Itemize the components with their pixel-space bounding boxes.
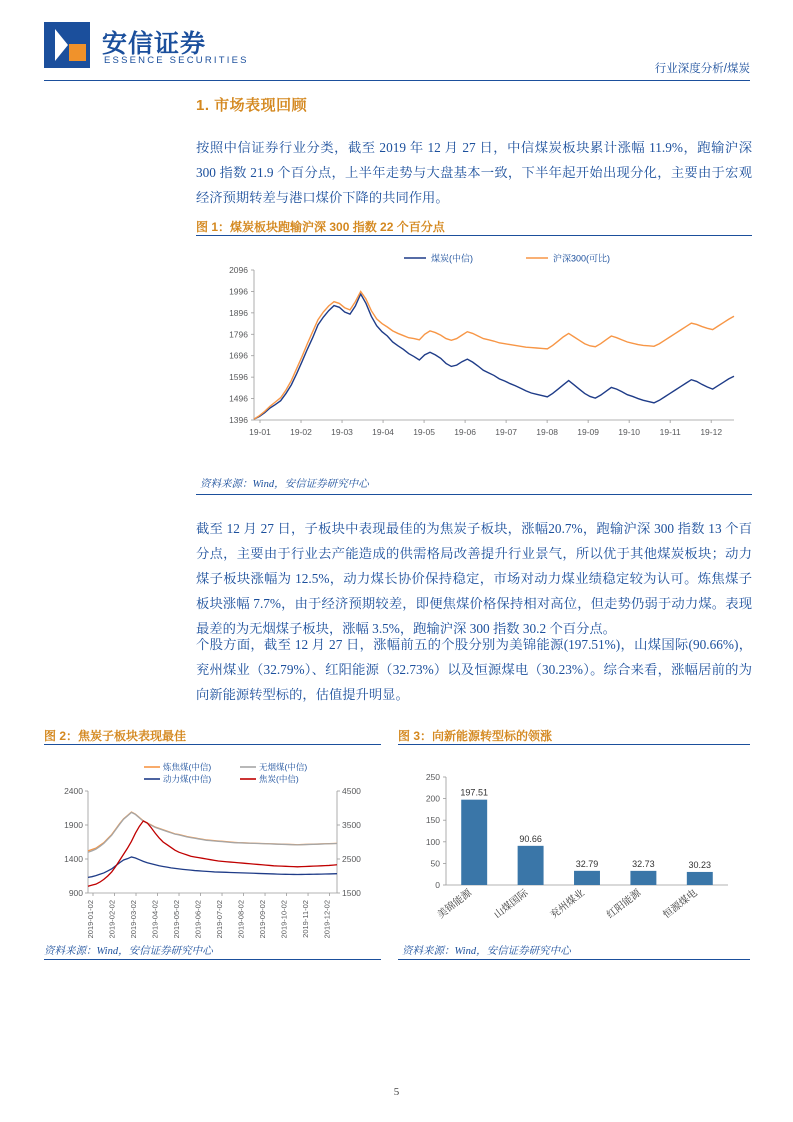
svg-text:19-06: 19-06 bbox=[454, 427, 476, 437]
svg-text:沪深300(可比): 沪深300(可比) bbox=[553, 253, 611, 264]
figure2-caption-text: 焦炭子板块表现最佳 bbox=[78, 729, 187, 743]
logo-text-en: ESSENCE SECURITIES bbox=[104, 55, 249, 66]
page-title: 1. 市场表现回顾 bbox=[196, 97, 308, 114]
svg-text:19-04: 19-04 bbox=[372, 427, 394, 437]
svg-text:无烟煤(中信): 无烟煤(中信) bbox=[259, 762, 308, 773]
svg-text:197.51: 197.51 bbox=[460, 787, 488, 798]
svg-text:2019-02-02: 2019-02-02 bbox=[107, 900, 117, 939]
svg-text:2019-08-02: 2019-08-02 bbox=[236, 900, 246, 939]
paragraph-market-review: 按照中信证券行业分类，截至 2019 年 12 月 27 日，中信煤炭板块累计涨幅 11.9%，跑输沪深 300 指数 21.9 个百分点，上半年走势与大盘基本一致，下半年起开始出现分化，主要由于宏观经济预期转差与港口煤价下降的共同作用。 bbox=[196, 140, 752, 205]
svg-text:200: 200 bbox=[425, 793, 440, 804]
svg-text:2019-04-02: 2019-04-02 bbox=[150, 900, 160, 939]
svg-text:19-01: 19-01 bbox=[249, 427, 271, 437]
svg-text:32.79: 32.79 bbox=[575, 858, 599, 869]
svg-text:1900: 1900 bbox=[64, 820, 83, 830]
svg-text:2019-10-02: 2019-10-02 bbox=[279, 900, 289, 939]
figure1-caption-text: 煤炭板块跑输沪深 300 指数 22 个百分点 bbox=[230, 220, 445, 234]
svg-text:恒源煤电: 恒源煤电 bbox=[661, 887, 700, 921]
svg-text:1596: 1596 bbox=[229, 372, 248, 383]
figure1-caption-label: 图 1： bbox=[196, 220, 231, 234]
svg-text:1400: 1400 bbox=[64, 854, 83, 864]
company-logo-icon bbox=[44, 22, 90, 68]
svg-text:1396: 1396 bbox=[229, 415, 248, 425]
figure3-source: 资料来源：Wind，安信证券研究中心 bbox=[402, 946, 571, 957]
svg-text:19-05: 19-05 bbox=[413, 427, 435, 437]
svg-text:19-09: 19-09 bbox=[577, 427, 600, 437]
svg-text:2019-03-02: 2019-03-02 bbox=[129, 900, 139, 939]
svg-text:2500: 2500 bbox=[342, 854, 361, 864]
svg-text:150: 150 bbox=[425, 815, 440, 826]
svg-text:山煤国际: 山煤国际 bbox=[492, 887, 531, 921]
header-divider bbox=[44, 80, 750, 81]
figure1-source: 资料来源：Wind，安信证券研究中心 bbox=[200, 479, 369, 490]
svg-text:兖州煤业: 兖州煤业 bbox=[548, 887, 587, 921]
figure2-container bbox=[44, 744, 381, 960]
svg-text:2019-07-02: 2019-07-02 bbox=[215, 900, 225, 939]
svg-text:1996: 1996 bbox=[229, 286, 248, 297]
header-report-type: 行业深度分析/煤炭 bbox=[654, 63, 750, 75]
svg-text:0: 0 bbox=[435, 880, 440, 890]
svg-text:炼焦煤(中信): 炼焦煤(中信) bbox=[163, 762, 212, 773]
svg-text:红阳能源: 红阳能源 bbox=[604, 887, 644, 921]
figure3-caption bbox=[398, 727, 552, 744]
svg-text:2096: 2096 bbox=[229, 265, 248, 275]
figure1-caption bbox=[196, 218, 445, 235]
figure1-container bbox=[196, 235, 752, 495]
svg-text:50: 50 bbox=[430, 858, 440, 869]
svg-text:19-12: 19-12 bbox=[700, 427, 723, 437]
svg-text:煤炭(中信): 煤炭(中信) bbox=[431, 253, 473, 264]
svg-text:19-03: 19-03 bbox=[331, 427, 353, 437]
page-number: 5 bbox=[393, 1086, 400, 1098]
svg-text:1496: 1496 bbox=[229, 393, 248, 404]
figure1-line-chart bbox=[196, 236, 752, 494]
figure3-container bbox=[398, 744, 750, 960]
svg-text:2019-01-02: 2019-01-02 bbox=[86, 900, 95, 939]
svg-text:2400: 2400 bbox=[64, 786, 83, 796]
svg-text:19-07: 19-07 bbox=[495, 427, 517, 437]
paragraph-top-stocks: 个股方面，截至 12 月 27 日，涨幅前五的个股分别为美锦能源(197.51%)，山煤国际(90.66%)，兖州煤业（32.79%）、红阳能源（32.73%）以及恒源煤电（30.23%）。综合来看，涨幅居前的为向新能源转型标的，估值提升明显。 bbox=[196, 637, 752, 702]
svg-text:100: 100 bbox=[425, 836, 440, 847]
svg-text:90.66: 90.66 bbox=[519, 833, 542, 844]
svg-text:1500: 1500 bbox=[342, 888, 361, 898]
svg-text:19-10: 19-10 bbox=[618, 427, 641, 437]
svg-text:2019-12-02: 2019-12-02 bbox=[322, 900, 332, 939]
svg-text:250: 250 bbox=[425, 772, 440, 782]
figure3-caption-text: 向新能源转型标的领涨 bbox=[432, 729, 553, 743]
figure3-bar-chart bbox=[398, 745, 750, 959]
page-header bbox=[44, 22, 750, 80]
svg-text:1796: 1796 bbox=[229, 329, 248, 340]
svg-text:4500: 4500 bbox=[342, 786, 361, 796]
figure2-caption-label: 图 2： bbox=[44, 729, 79, 743]
svg-text:19-02: 19-02 bbox=[290, 427, 312, 437]
svg-text:30.23: 30.23 bbox=[688, 859, 712, 870]
figure2-line-chart bbox=[44, 745, 381, 959]
svg-text:2019-05-02: 2019-05-02 bbox=[172, 900, 182, 939]
svg-text:焦炭(中信): 焦炭(中信) bbox=[259, 774, 299, 785]
svg-text:32.73: 32.73 bbox=[632, 858, 655, 869]
svg-text:美锦能源: 美锦能源 bbox=[435, 887, 475, 921]
svg-text:3500: 3500 bbox=[342, 820, 361, 830]
figure2-source: 资料来源：Wind，安信证券研究中心 bbox=[44, 946, 213, 957]
svg-text:2019-06-02: 2019-06-02 bbox=[193, 900, 203, 939]
svg-text:19-11: 19-11 bbox=[659, 427, 681, 437]
svg-text:1896: 1896 bbox=[229, 307, 248, 318]
figure3-caption-label: 图 3： bbox=[398, 729, 433, 743]
svg-text:19-08: 19-08 bbox=[536, 427, 559, 437]
svg-text:2019-09-02: 2019-09-02 bbox=[258, 900, 268, 939]
logo-text-cn: 安信证券 bbox=[102, 30, 207, 58]
svg-text:动力煤(中信): 动力煤(中信) bbox=[163, 774, 212, 785]
paragraph-subsector-performance: 截至 12 月 27 日，子板块中表现最佳的为焦炭子板块，涨幅20.7%，跑输沪深 300 指数 13 个百分点，主要由于行业去产能造成的供需格局改善提升行业景气，所以优于其他煤炭板块；动力煤子板块涨幅为 12.5%，动力煤长协价保持稳定，市场对动力煤业绩稳定较为认可。炼焦煤子板块涨幅 7.7%，由于经济预期较差，即便焦煤价格保持相对高位，但走势仍弱于动力煤。表现最差的为无烟煤子板块，涨幅 3.5%，跑输沪深 300 指数 30.2 个百分点。 bbox=[196, 521, 752, 636]
figure2-caption bbox=[44, 727, 186, 744]
svg-text:2019-11-02: 2019-11-02 bbox=[301, 900, 311, 938]
svg-text:1696: 1696 bbox=[229, 350, 248, 361]
svg-text:900: 900 bbox=[68, 888, 83, 898]
